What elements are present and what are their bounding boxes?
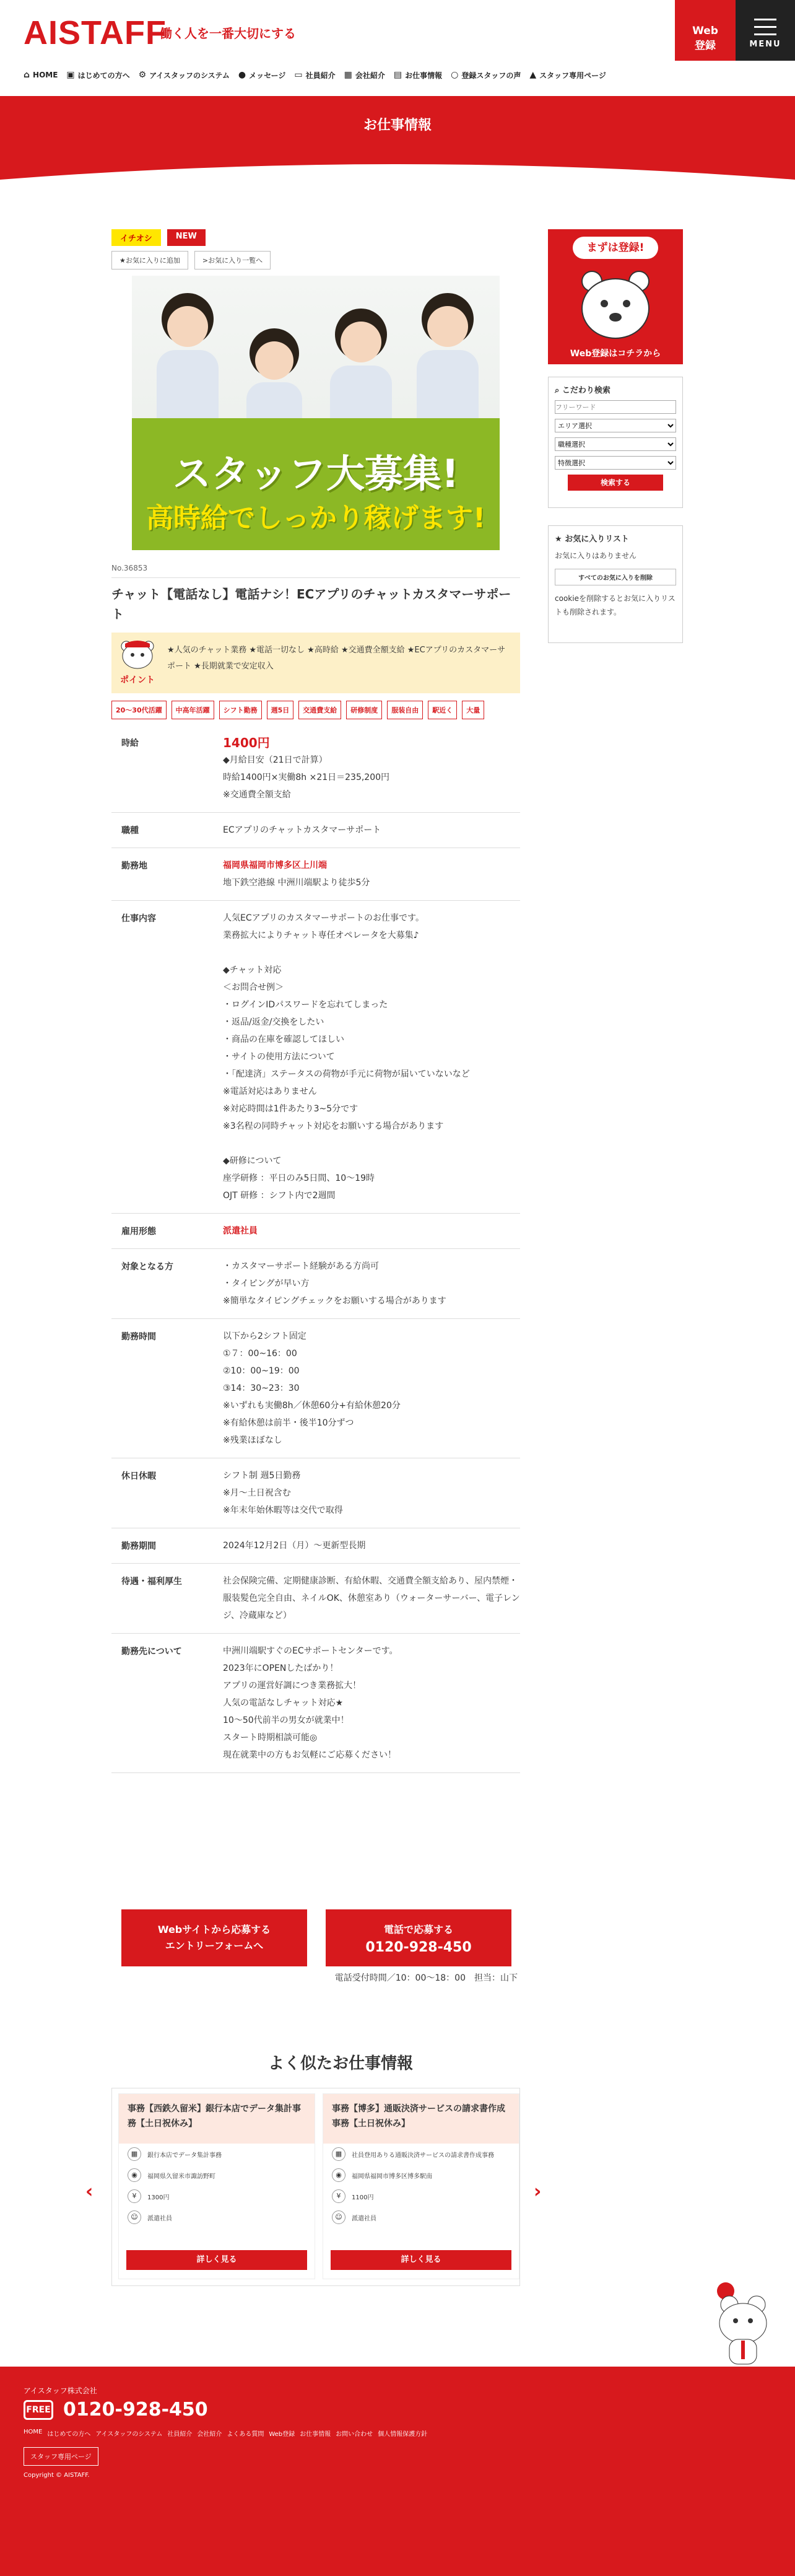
tel-hours: 電話受付時間／10：00～18：00 担当：山下 [334,1973,518,1983]
lock-icon: ▲ [529,70,537,80]
pickup-tag: イチオシ [111,229,161,246]
spec-value: 2024年12月2日（月）～更新型長期 [223,1541,366,1551]
nav-item-1[interactable] [66,68,129,82]
spec-value-cell [223,725,520,813]
web-apply-button[interactable] [121,1909,307,1966]
nav-item-label: 社員紹介 [305,71,336,80]
site-header [0,0,795,62]
feature-select[interactable] [555,456,676,470]
area-select[interactable] [555,419,676,432]
briefcase-icon: ▤ [393,70,402,80]
web-apply-line2: エントリーフォームへ [165,1940,264,1952]
spec-value-cell [223,901,520,1214]
yen-icon: ¥ [128,2189,141,2203]
sidebar-favorites [548,525,683,643]
spec-value-cell [223,1458,520,1528]
bear-mascot-icon [578,265,653,343]
footer-link[interactable]: お問い合わせ [336,2431,373,2438]
similar-job-more-button[interactable]: 詳しく見る [331,2250,511,2270]
gear-icon: ⚙ [138,70,147,80]
nav-item-label: スタッフ専用ページ [539,71,606,80]
footer-company: アイスタッフ株式会社 [24,2386,97,2395]
search-button[interactable]: 検索する [568,475,663,491]
clear-favorites-button[interactable]: すべてのお気に入りを削除 [555,569,676,585]
footer-link[interactable]: お仕事情報 [300,2431,331,2438]
spec-row [111,1528,520,1564]
job-title: チャット【電話なし】電話ナシ！ECアプリのチャットカスタマーサポート [111,577,520,624]
nav-item-label: メッセージ [249,71,286,80]
footer-link[interactable]: はじめての方へ [47,2431,91,2438]
job-photo [132,276,500,550]
spec-value-cell [223,1564,520,1634]
nav-item-label: お仕事情報 [405,71,443,80]
spec-row [111,1319,520,1458]
spec-label: 勤務先について [121,1647,182,1657]
spec-row [111,1634,520,1773]
sidebar-register-link: Web登録はコチラから [570,349,661,359]
nav-item-label: HOME [33,71,58,79]
job-type-select[interactable] [555,437,676,451]
nav-item-7[interactable] [451,68,521,82]
bear-mascot-icon [120,640,155,670]
site-logo[interactable]: AISTAFF [24,14,167,51]
spec-highlight: 派遣社員 [223,1226,258,1236]
similar-job-title: 事務【西鉄久留米】銀行本店でデータ集計事務【土日祝休み】 [119,2094,315,2144]
spec-label: 対象となる方 [121,1262,173,1272]
footer-link[interactable]: アイスタッフのシステム [95,2431,163,2438]
feature-chip: シフト勤務 [219,701,262,719]
spec-highlight: 福岡県福岡市博多区上川端 [223,861,327,870]
similar-job-place: 福岡県福岡市博多区博多駅南 [352,2173,432,2180]
map-pin-icon: ◉ [128,2168,141,2182]
spec-value: ECアプリのチャットカスタマーサポート [223,825,381,835]
person-icon: ☺ [332,2210,345,2224]
spec-label: 時給 [121,738,139,748]
web-apply-line1: Webサイトから応募する [157,1924,271,1935]
nav-item-label: アイスタッフのシステム [149,71,230,80]
similar-job-row [119,2186,315,2207]
similar-job-row [119,2144,315,2165]
footer-link[interactable]: 個人情報保護方針 [378,2431,428,2438]
building-icon: ▦ [344,70,352,80]
home-icon: ⌂ [24,70,30,80]
spec-label: 勤務時間 [121,1332,156,1342]
sidebar-register-heading: まずは登録! [573,237,658,259]
similar-jobs-title: よく似たお仕事情報 [267,2054,413,2073]
point-text: ★人気のチャット業務 ★電話一切なし ★高時給 ★交通費全額支給 ★ECアプリのカスタマーサポート ★長期就業で安定収入 [167,646,506,671]
sidebar-register-banner[interactable] [548,229,683,364]
feature-chip: 服装自由 [387,701,423,719]
footer-staff-page-button[interactable]: スタッフ専用ページ [24,2447,98,2466]
feature-chip: 研修制度 [346,701,382,719]
nav-item-4[interactable] [294,68,335,82]
feature-chip: 中高年活躍 [172,701,214,719]
feature-chip: 20～30代活躍 [111,701,167,719]
nav-item-label: 登録スタッフの声 [461,71,521,80]
nav-item-5[interactable] [344,68,385,82]
spec-row [111,901,520,1214]
favorite-list-link[interactable]: >お気に入り一覧へ [194,251,271,269]
tel-apply-button[interactable] [326,1909,511,1966]
similar-job-row [323,2186,519,2207]
carousel-next-icon[interactable]: › [534,2181,542,2202]
person-icon: ☺ [128,2210,141,2224]
similar-job-row [323,2165,519,2186]
site-footer [0,2367,795,2576]
similar-jobs-carousel [111,2088,520,2286]
similar-job-row [323,2207,519,2228]
global-nav [24,68,606,82]
search-title: こだわり検索 [562,386,610,395]
spec-label: 休日休暇 [121,1471,156,1481]
chat-icon: ● [238,70,246,80]
similar-job-place: 福岡県久留米市諏訪野町 [147,2173,215,2180]
point-label: ポイント [120,675,155,685]
tel-apply-number: 0120-928-450 [365,1940,472,1955]
footer-tel-number: 0120-928-450 [63,2399,208,2420]
spec-row [111,1214,520,1249]
keyword-input[interactable] [555,400,676,414]
building-icon: ▦ [128,2147,141,2161]
spec-row [111,725,520,813]
job-detail [111,229,520,1773]
similar-job-row [119,2207,315,2228]
speech-icon: ○ [451,70,459,80]
star-icon: ★ [555,535,565,544]
similar-job-row [323,2144,519,2165]
similar-job-type: 派遣社員 [352,2215,376,2222]
nav-item-label: はじめての方へ [77,71,130,80]
menu-label: MENU [749,40,781,49]
spec-value-cell [223,1249,520,1319]
spec-label: 雇用形態 [121,1227,156,1237]
spec-value: シフト制 週5日勤務 ※月～土日祝含む ※年末年始休暇等は交代で取得 [223,1471,343,1515]
similar-job-more-button[interactable]: 詳しく見る [126,2250,307,2270]
web-register-line2: 登録 [695,40,716,52]
job-number: No.36853 [111,564,148,572]
floating-bear-mascot-icon[interactable] [712,2261,774,2367]
similar-job-wage: 1300円 [147,2194,170,2201]
spec-label: 勤務期間 [121,1541,156,1551]
job-point-box [111,633,520,693]
feature-chip: 駅近く [428,701,457,719]
footer-link[interactable]: Web登録 [269,2431,295,2438]
spec-label: 勤務地 [121,861,147,871]
photo-subheadline: 高時給でしっかり稼げます! [146,502,486,534]
footer-copyright: Copyright © AISTAFF. [24,2472,90,2479]
similar-job-title: 事務【博多】通販決済サービスの請求書作成事務【土日祝休み】 [323,2094,519,2144]
new-tag: NEW [167,229,206,246]
footer-link[interactable]: 社員紹介 [167,2431,193,2438]
spec-value-cell [223,1528,520,1564]
page-banner [0,96,795,180]
spec-value: 社会保険完備、定期健康診断、有給休暇、交通費全額支給あり、屋内禁煙・服装髪色完全自由、ネイルOK、休憩室あり（ウォーターサーバー、電子レンジ、冷蔵庫など） [223,1576,520,1621]
web-register-button[interactable] [675,0,736,61]
nav-item-label: 会社紹介 [355,71,385,80]
nav-item-3[interactable] [238,68,286,82]
tel-apply-line1: 電話で応募する [383,1924,453,1935]
feature-chip: 週5日 [267,701,294,719]
map-pin-icon: ◉ [332,2168,345,2182]
spec-value-cell [223,1634,520,1773]
similar-job-card[interactable] [323,2093,519,2279]
footer-links [24,2429,427,2438]
id-card-icon: ▭ [294,70,303,80]
spec-label: 職種 [121,826,139,836]
similar-job-wage: 1100円 [352,2194,374,2201]
hamburger-icon [754,19,776,41]
favorites-note: cookieを削除するとお気に入りリストも削除されます。 [555,594,676,616]
sidebar-search [548,377,683,508]
spec-value: 地下鉄空港線 中洲川端駅より徒歩5分 [223,878,370,888]
spec-value: ・カスタマーサポート経験がある方尚可 ・タイピングが早い方 ※簡単なタイピングチェックをお願いする場合があります [223,1261,446,1306]
banner-wave [0,149,795,180]
spec-value: ◆月給目安（21日で計算） 時給1400円×実働8h ×21日＝235,200円 ※交通費全額支給 [223,755,390,800]
search-icon: ⌕ [555,386,562,395]
feature-chips [111,701,520,719]
building-icon: ▦ [332,2147,345,2161]
book-icon: ▣ [66,70,75,80]
spec-row [111,1458,520,1528]
spec-value-cell [223,1319,520,1458]
spec-label: 待遇・福利厚生 [121,1577,182,1587]
carousel-prev-icon[interactable]: ‹ [85,2181,93,2202]
spec-row [111,848,520,901]
favorites-empty-text: お気に入りはありません [555,551,637,560]
similar-job-type: 派遣社員 [147,2215,172,2222]
site-tagline: 働く人を一番大切にする [160,26,296,41]
similar-job-card[interactable] [118,2093,315,2279]
similar-job-desc: 社員登用ありる通販決済サービスの請求書作成事務 [352,2152,494,2159]
similar-job-desc: 銀行本店でデータ集計事務 [147,2152,222,2159]
add-favorite-button[interactable]: ★お気に入りに追加 [111,251,188,269]
spec-label: 仕事内容 [121,914,156,924]
spec-value: 以下から2シフト固定 ①７：00~16：00 ②10：00~19：00 ③14：30~23：30 ※いずれも実働8h／休憩60分+有給休憩20分 ※有給休憩は前半・後半10分ずつ ※残業ほぼなし [223,1331,401,1445]
footer-link[interactable]: HOME [24,2429,43,2435]
feature-chip: 交通費支給 [298,701,341,719]
spec-row [111,813,520,848]
web-register-line1: Web [692,25,718,37]
spec-row [111,1564,520,1634]
footer-tel[interactable] [24,2399,208,2420]
menu-button[interactable] [736,0,795,61]
yen-icon: ¥ [332,2189,345,2203]
similar-job-row [119,2165,315,2186]
page-title: お仕事情報 [363,118,432,133]
spec-value: 中洲川端駅すぐのECサポートセンターです。 2023年にOPENしたばかり！ アプリの運営好調につき業務拡大！ 人気の電話なしチャット対応★ 10～50代前半の男女が就業中！ スタート時期相談可能◎ 現在就業中の方もお気軽にご応募ください！ [223,1646,398,1760]
nav-item-0[interactable] [24,68,58,82]
spec-row [111,1249,520,1319]
footer-link[interactable]: 会社紹介 [197,2431,222,2438]
photo-headline: スタッフ大募集! [172,451,459,496]
nav-item-6[interactable] [394,68,442,82]
staff-photo-people [132,276,500,437]
spec-value: 人気ECアプリのカスタマーサポートのお仕事です。 業務拡大によりチャット専任オペレータを大募集♪ ◆チャット対応 ＜お問合せ例＞ ・ログインIDパスワードを忘れてしまった ・返品/返金/交換をしたい ・商品の在庫を確認してほしい ・サイトの使用方法について ・「配達済」ステータスの荷物が手元に荷物が届いていないなど ※電話対応はありません ※対応時間は1件あたり3~5分です ※3名程の同時チャット対応をお願いする場合があります ◆研修について 座学研修 ：平日のみ5日間、10～19時 OJT 研修 ：シフト内で2週間 [223,913,470,1201]
spec-value-cell [223,1214,520,1249]
spec-value-cell [223,813,520,848]
spec-highlight: 1400円 [223,735,270,750]
freedial-icon: FREE [24,2400,53,2420]
feature-chip: 大量 [462,701,484,719]
favorites-title: お気に入りリスト [565,535,629,544]
nav-item-8[interactable] [529,68,606,82]
spec-value-cell [223,848,520,901]
nav-item-2[interactable] [139,68,230,82]
footer-link[interactable]: よくある質問 [227,2431,264,2438]
job-spec-table [111,725,520,1773]
